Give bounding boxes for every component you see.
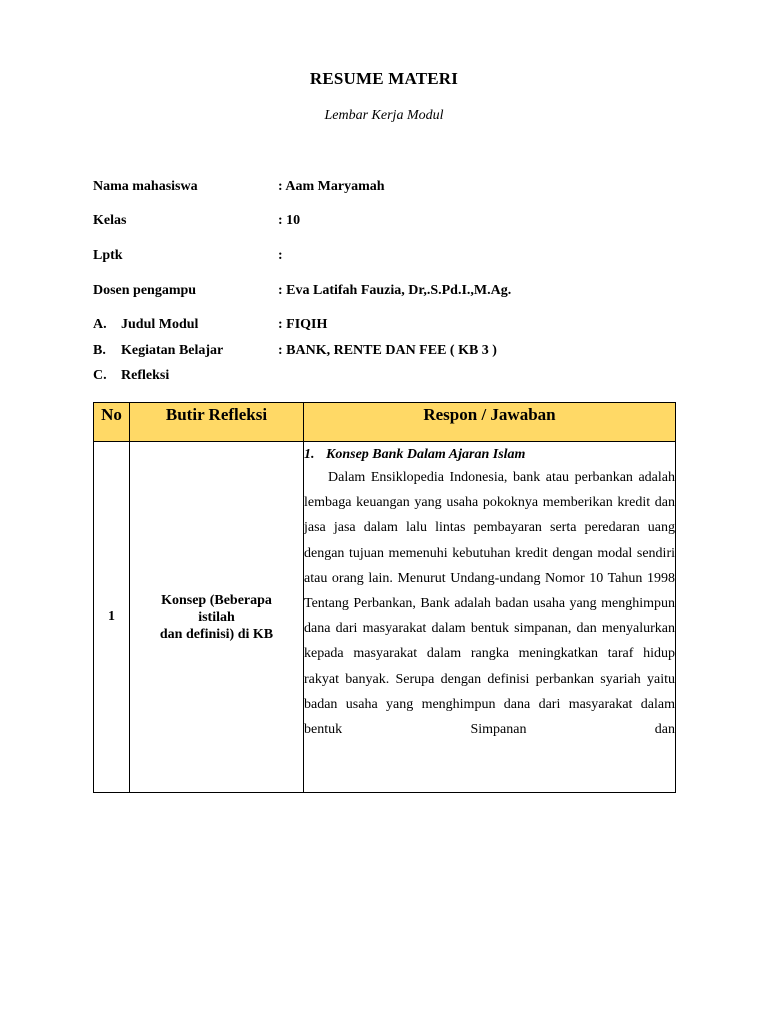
info-value: : 10 bbox=[278, 213, 301, 228]
document-subtitle: Lembar Kerja Modul bbox=[324, 108, 444, 123]
section-letter: C. bbox=[93, 368, 107, 383]
section-letter: A. bbox=[93, 317, 107, 332]
section-value: : FIQIH bbox=[278, 317, 328, 332]
header-respon: Respon / Jawaban bbox=[304, 403, 676, 442]
info-value: : Eva Latifah Fauzia, Dr,.S.Pd.I.,M.Ag. bbox=[278, 283, 512, 298]
info-value: : Aam Maryamah bbox=[278, 179, 385, 194]
reflection-table bbox=[93, 402, 676, 793]
section-label: Refleksi bbox=[121, 368, 170, 383]
info-label: Kelas bbox=[93, 213, 127, 228]
info-row-dosen bbox=[93, 282, 693, 300]
response-heading-number: 1. bbox=[304, 447, 315, 462]
response-heading bbox=[304, 445, 675, 465]
info-row-kelas bbox=[93, 212, 693, 230]
butir-cell bbox=[130, 442, 304, 793]
section-row-b bbox=[93, 342, 693, 360]
row-number: 1 bbox=[94, 442, 130, 793]
table-header-row bbox=[94, 403, 676, 442]
info-label: Lptk bbox=[93, 248, 123, 263]
info-row-lptk bbox=[93, 247, 693, 265]
response-heading-text: Konsep Bank Dalam Ajaran Islam bbox=[326, 447, 526, 462]
butir-text-line: dan definisi) di KB bbox=[159, 626, 274, 642]
section-label: Judul Modul bbox=[121, 317, 199, 332]
table-row bbox=[94, 442, 676, 793]
info-label: Nama mahasiswa bbox=[93, 179, 198, 194]
section-label: Kegiatan Belajar bbox=[121, 343, 224, 358]
header-butir: Butir Refleksi bbox=[130, 403, 304, 442]
info-row-nama bbox=[93, 178, 693, 196]
info-value: : bbox=[278, 248, 283, 263]
response-paragraph: Dalam Ensiklopedia Indonesia, bank atau perbankan adalah lembaga keuangan yang usaha pokoknya memberikan kredit dan jasa jasa dalam lalu lintas pembayaran serta peredaran uang dengan tujuan memenuhi kebutuhan kredit dengan modal sendiri atau orang lain. Menurut Undang-undang Nomor 10 Tahun 1998 Tentang Perbankan, Bank adalah badan usaha yang menghimpun dana dari masyarakat dalam bentuk simpanan, dan menyalurkan kepada masyarakat dalam rangka meningkatkan taraf hidup rakyat banyak. Serupa dengan definisi perbankan syariah yaitu badan usaha yang menghimpun dana dari masyarakat dalam bentuk Simpanan dan bbox=[304, 470, 675, 738]
section-row-a bbox=[93, 316, 693, 334]
document-title: RESUME MATERI bbox=[309, 69, 459, 88]
info-label: Dosen pengampu bbox=[93, 283, 197, 298]
response-cell bbox=[304, 442, 676, 793]
butir-text-line: istilah bbox=[198, 609, 235, 625]
section-value: : BANK, RENTE DAN FEE ( KB 3 ) bbox=[278, 343, 497, 358]
header-no: No bbox=[94, 403, 130, 442]
section-letter: B. bbox=[93, 343, 106, 358]
section-row-c bbox=[93, 367, 693, 385]
butir-text-line: Konsep (Beberapa bbox=[161, 592, 272, 608]
